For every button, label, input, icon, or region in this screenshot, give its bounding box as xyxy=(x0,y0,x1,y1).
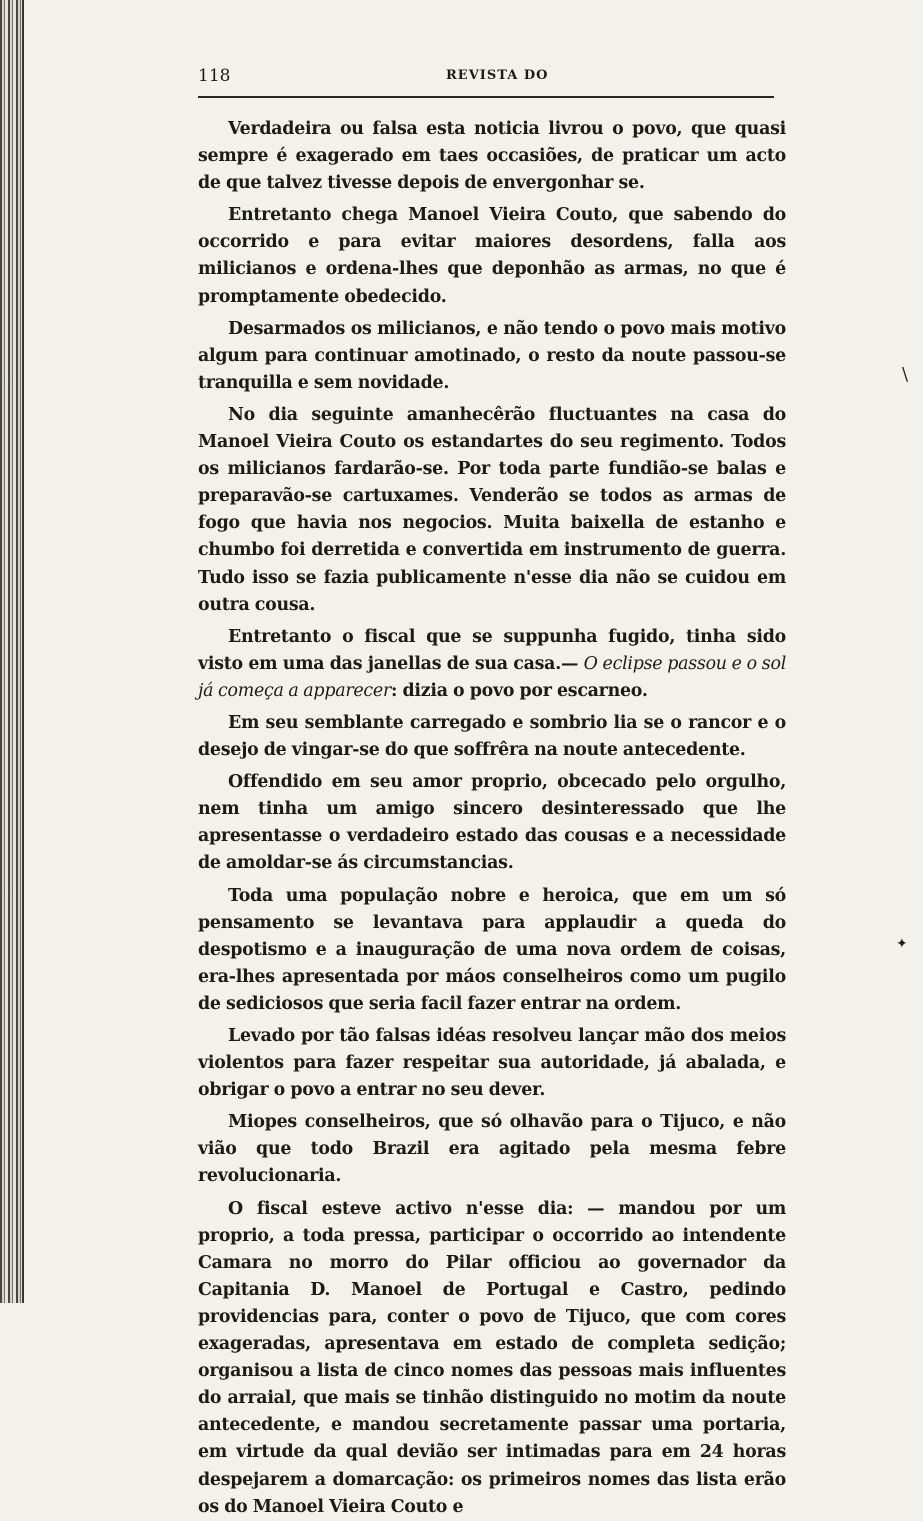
paragraph-8: Toda uma população nobre e heroica, que em um só pensamento se levantava para applaudir a queda do despotismo e a inauguração de uma nova ordem de coisas, era-lhes apresentada por máos conselheiros como um pugilo de sediciosos que seria facil fazer entrar na ordem. xyxy=(198,885,786,1014)
paragraph-5 xyxy=(198,624,786,705)
paragraph-6: Em seu semblante carregado e sombrio lia se o rancor e o desejo de vingar-se do que soffrêra na noute antecedente. xyxy=(198,712,786,761)
text-body xyxy=(198,116,786,1521)
paragraph-9: Levado por tão falsas idéas resolveu lançar mão dos meios violentos para fazer respeitar sua autoridade, já abalada, e obrigar o povo a entrar no seu dever. xyxy=(198,1026,786,1101)
running-head: REVISTA DO xyxy=(446,68,549,83)
paragraph-7: Offendido em seu amor proprio, obcecado pelo orgulho, nem tinha um amigo sincero desinteressado que lhe apresentasse o verdadeiro estado das cousas e a necessidade de amoldar-se ás circumstancias. xyxy=(198,772,786,874)
page-header xyxy=(198,64,776,90)
paragraph-5-text: Entretanto o fiscal que se suppunha fugido, tinha sido visto em uma das janellas de sua casa.— xyxy=(198,626,786,674)
paragraph-2: Entretanto chega Manoel Vieira Couto, que sabendo do occorrido e para evitar maiores desordens, falla aos milicianos e ordena-lhes que deponhão as armas, no que é promptamente obedecido. xyxy=(198,205,786,307)
paragraph-3: Desarmados os milicianos, e não tendo o povo mais motivo algum para continuar amotinado, o resto da noute passou-se tranquilla e sem novidade. xyxy=(198,318,786,393)
book-binding-edge xyxy=(0,0,22,1303)
paragraph-4: No dia seguinte amanhecêrão fluctuantes na casa do Manoel Vieira Couto os estandartes do seu regimento. Todos os milicianos fardarão-se. Por toda parte fundião-se balas e preparavão-se cartuxames. Venderão se todos as armas de fogo que havia nos negocios. Muita baixella de estanho e chumbo foi derretida e convertida em instrumento de guerra. Tudo isso se fazia publicamente n'esse dia não se cuidou em outra cousa. xyxy=(198,404,786,615)
paragraph-5-quote: O eclipse passou e o sol já começa a apparecer xyxy=(198,653,787,701)
binding-border-line xyxy=(22,0,24,1303)
page-number: 118 xyxy=(198,66,231,86)
paragraph-1: Verdadeira ou falsa esta noticia livrou o povo, que quasi sempre é exagerado em taes occasiões, de praticar um acto de que talvez tivesse depois de envergonhar se. xyxy=(198,119,786,194)
header-rule xyxy=(198,96,774,98)
paragraph-10: Miopes conselheiros, que só olhavão para o Tijuco, e não vião que todo Brazil era agitado pela mesma febre revolucionaria. xyxy=(198,1112,786,1187)
paragraph-5-tail: : dizia o povo por escarneo. xyxy=(391,680,648,701)
paragraph-11: O fiscal esteve activo n'esse dia: — mandou por um proprio, a toda pressa, participar o occorrido ao intendente Camara no morro do Pilar officiou ao governador da Capitania D. Manoel de Portugal e Castro, pedindo providencias para, conter o povo de Tijuco, que com cores exageradas, apresentava em estado de completa sedição; organisou a lista de cinco nomes das pessoas mais influentes do arraial, que mais se tinhão distinguido no motim da noute antecedente, e mandou secretamente passar uma portaria, em virtude da qual devião ser intimadas para em 24 horas despejarem a domarcação: os primeiros nomes das lista erão os do Manoel Vieira Couto e xyxy=(198,1198,786,1517)
margin-mark: \ xyxy=(902,364,909,385)
margin-mark: ✦ xyxy=(896,936,908,952)
